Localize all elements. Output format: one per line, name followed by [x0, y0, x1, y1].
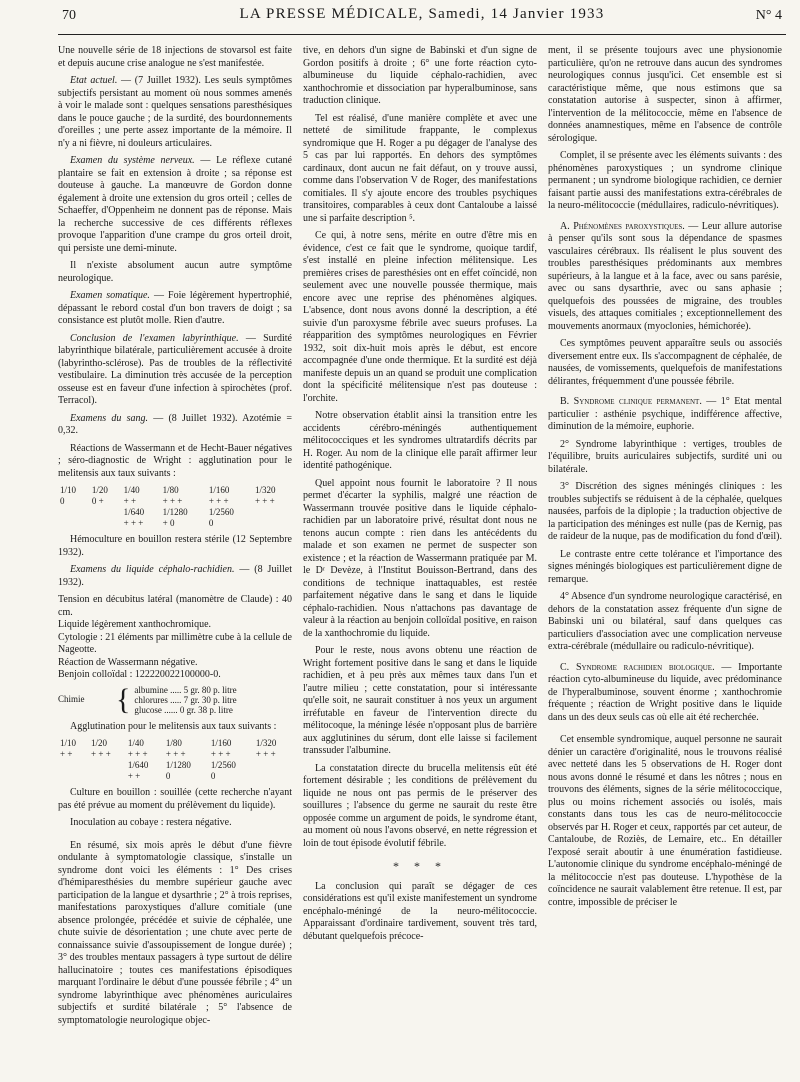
paragraph: Le contraste entre cette tolérance et l'importance des signes méningés biologiques est particulièrement digne de remarque.: [548, 548, 782, 585]
article-columns: [58, 45, 786, 1032]
chemistry-label: Chimie: [58, 694, 85, 705]
text: — Leur allure autorise à penser qu'ils sont sous la dépendance de spasmes vasculaires cérébraux. Ils réalisent le plus souvent des troubles paresthésiques prédominants aux membres supérieurs, à la langue et à la face, avec ou sans parésie, avec ou sans dysarthrie, avec ou sans aphasie ; quelquefois des poussées de migraine, des troubles visuels, des attaques comitiales ; exceptionnellement des mouvements anormaux (myoclonies, hémichorée).: [548, 220, 782, 332]
label: Examen somatique.: [70, 290, 150, 301]
paragraph: Culture en bouillon : souillée (cette recherche n'ayant pas été prévue au moment du prélèvement du liquide).: [58, 787, 292, 811]
paragraph: 2° Syndrome labyrinthique : vertiges, troubles de l'équilibre, bruits auriculaires subjectifs, surdité uni ou bilatérale.: [548, 438, 782, 475]
chemistry-row: albumine ..... 5 gr. 80 p. litre: [134, 684, 237, 695]
column-3: [548, 45, 782, 1032]
section-title: A. Phénomènes paroxystiques.: [560, 220, 685, 232]
text: — (8 Juillet 1932). Azotémie = 0,32.: [58, 412, 292, 436]
label: Examens du sang.: [70, 412, 148, 424]
paragraph: La conclusion qui paraît se dégager de ces considérations est qu'il existe manifestement un syndrome encéphalo-méningé de la neuro-mélitococcie. Apparaissant d'ordinaire tardivement, souvent très tard, débutant quelquefois précoce-: [303, 880, 537, 942]
column-2: [303, 45, 537, 1032]
paragraph: [548, 396, 782, 434]
text: — Le réflexe cutané plantaire se fait en extension à droite ; sa réponse est douteuse à gauche. La manœuvre de Gordon donne également à droite une extension du gros orteil ; celles de Schaeffer, d'Oppenheim ne donnent pas de réponse. Mais la recherche successive de ces différents réflexes provoque l'apparition d'une crampe du gros orteil droit, qui persiste une demi-minute.: [58, 155, 292, 254]
paragraph: Cet ensemble syndromique, auquel personne ne saurait dénier un caractère d'originalité, nous le trouvons réalisé avec netteté dans les 5 observations de H. Roger dont nous avons donné le résumé et dans les nôtres ; nous en trouvons des éléments, signes de la série mélitococcique, plus ou moins richement associés ou isolés, mais constants dans tous les cas de neuro-mélitococcie observés par H. Roger et ceux, rapportés par cet auteur, de Cantaloube, de Roziès, de Lemaire, etc.. En détailler l'exposé serait aboutir à une énumération fastidieuse. L'autonomie clinique du syndrome encéphalo-méningé de la mélitococcie n'est pas douteuse. L'hypothèse de la coïncidence ne saurait valablement être retenue. Il est, par contre, impossible de préciser le: [548, 734, 782, 908]
paragraph: Tel est réalisé, d'une manière complète et avec une netteté de similitude frappante, le complexus syndromique que H. Roger a pu dégager de l'analyse des 5 cas par lui rapportés. En dehors des symptômes cardinaux, dont aucun ne fait défaut, on y trouve aussi, comme dans l'observation V de Roger, des manifestations comitiales. Il s'y ajoute encore des troubles psychiques transitoires, comparables à ceux dont Cantaloube a laissé une si parfaite description ⁵.: [303, 112, 537, 224]
label: Etat actuel.: [70, 75, 118, 86]
table-row: 1/640 1/1280 1/2560: [127, 760, 236, 770]
section-title: C. Syndrome rachidien biologique.: [560, 661, 715, 673]
lcr-line: Benjoin colloïdal : 122220022100000-0.: [58, 669, 221, 680]
paragraph: [548, 221, 782, 334]
paragraph: Pour le reste, nous avons obtenu une réaction de Wright fortement positive dans le sang et dans le liquide rachidien, et à peu près aux mêmes taux dans l'un et l'autre milieu ; cette constatation, pour si intéressante qu'elle soit, ne saurait constituer à nos yeux un argument irréfutable en faveur de l'intervention directe du mélitocoque, la méninge lésée n'opposant plus de barrière aux agglutinines du sérum, dont elle laisse si facilement transsuder l'albumine.: [303, 645, 537, 756]
agglutination-table-blood: [58, 485, 292, 529]
paragraph: Inoculation au cobaye : restera négative.: [70, 817, 232, 828]
paragraph: [58, 413, 292, 438]
page-number: 70: [62, 8, 76, 23]
paragraph: Ce qui, à notre sens, mérite en outre d'être mis en évidence, c'est ce fait que le syndrome, quoique tardif, s'est installé en pleine infection mélitensique. Les premières crises de paresthésies ont en effet coïncidé, non seulement avec une nouvelle poussée thermique, mais encore avec une reprise des phénomènes algiques. L'absence, dont nous avons donné la description, a été suivie d'un paroxysme fébrile avec sueurs profuses. La réapparition des symptômes neurologiques en Février 1932, soit dix-huit mois après le début, est encore accompagnée d'une onde thermique. Et la surdité est déjà manifeste depuis un an quand se produit une complication dont la spécificité mélitensique n'est pas douteuse : l'orchite.: [303, 230, 537, 404]
label: Conclusion de l'examen labyrinthique.: [70, 332, 239, 344]
section-separator: * * *: [393, 859, 447, 873]
paragraph: ment, il se présente toujours avec une physionomie particulière, qu'on ne retrouve dans aucun des syndromes neurologiques connus jusqu'ici. Cet ensemble est si caractéristique même, que nous estimons que sa constatation autorise à suspecter, sinon à affirmer, l'intervention de la mélitococcie, même en l'absence de données anamnestiques, même en l'absence de contrôle sérologique.: [548, 45, 782, 144]
page-header: [58, 0, 786, 35]
paragraph: 3° Discrétion des signes méningés cliniques : les troubles subjectifs se réduisent à de la céphalée, quelques nausées, parfois de la diplopie ; la traduction objective de la participation des méninges est nulle (pas de Kernig, pas de raideur de la nuque, pas de modification du fond d'œil).: [548, 481, 782, 542]
paragraph: En résumé, six mois après le début d'une fièvre ondulante à symptomatologie classique, s'installe un syndrome dont voici les éléments : 1° Des crises d'hémiparesthésies du membre supérieur gauche avec participation de la langue et dysarthrie ; 2° à trois reprises, manifestations paroxystiques d'allure comitiale (une absence prolongée, précédée et suivie de céphalée, une chute suivie de désorientation ; une chute avec perte de connaissance suivie d'assoupissement de longue durée) ; 3° des troubles mentaux passagers à type surtout de délire hallucinatoire ; toutes ces manifestations épisodiques marquant l'ordinaire le début d'une poussée fébrile ; 4° un syndrome labyrinthique avec phénomènes auriculaires subjectifs et surdité bilatérale ; 5° l'absence de symptomatologie neurologique objec-: [58, 839, 292, 1026]
paragraph: [58, 155, 292, 255]
text: — 1° Etat mental particulier : asthénie psychique, indifférence affective, diminution de la mémoire, euphorie.: [548, 396, 782, 432]
paragraph: La constatation directe du brucella melitensis eût été fortement désirable ; les conditions de prélèvement du liquide ne nous ont pas permis de le préserver des souillures ; l'absence du germe ne saurait du reste être opposée comme un argument de poids, le syndrome étant, au moment où nous l'avons observé, en nette régression et loin de tout épisode évolutif fébrile.: [303, 762, 537, 849]
table-row: + + + + + + + + + + + + + + + + +: [60, 749, 276, 759]
chemistry-row: chlorures ..... 7 gr. 30 p. litre: [134, 694, 237, 705]
paragraph: [58, 290, 292, 328]
table-row: + + 0 0: [127, 771, 216, 781]
text: — Importante réaction cyto-albumineuse du liquide, avec prédominance de l'hyperalbuminose, souvent énorme ; xanthochromie fréquente ; réaction de Wright positive dans le liquide dans un des deux seuls cas où elle ait été recherchée.: [548, 661, 783, 723]
table-row: 1/10 1/20 1/40 1/80 1/160 1/320: [60, 738, 277, 748]
lcr-line: Réaction de Wassermann négative.: [58, 656, 198, 668]
paragraph: [58, 75, 292, 150]
text: — (7 Juillet 1932). Les seuls symptômes subjectifs persistant au moment où nous sommes amenés à voir le malade sont : quelques sensations paresthésiques dans le pouce gauche ; de la surdité, des bourdonnements d'oreilles ; une perte assez importante de la mémoire. Il n'y a ni fièvre, ni douleurs articulaires.: [58, 75, 292, 149]
issue-number: N° 4: [755, 8, 782, 23]
paragraph: Une nouvelle série de 18 injections de stovarsol est faite et depuis aucune crise analogue ne s'est manifestée.: [58, 45, 292, 69]
table-row: 1/640 1/1280 1/2560: [123, 507, 234, 517]
journal-title: LA PRESSE MÉDICALE, Samedi, 14 Janvier 1933: [239, 6, 605, 22]
paragraph: Réactions de Wassermann et de Hecht-Bauer négatives ; séro-diagnostic de Wright : agglutination pour le melitensis aux taux suivants :: [58, 442, 292, 479]
paragraph: [58, 564, 292, 589]
section-title: B. Syndrome clinique permanent.: [560, 396, 702, 407]
agglutination-table-csf: [58, 738, 292, 782]
paragraph: Il n'existe absolument aucun autre symptôme neurologique.: [58, 260, 292, 284]
column-1: [58, 45, 292, 1032]
chemistry-row: glucose ...... 0 gr. 38 p. litre: [134, 704, 233, 715]
label: Examens du liquide céphalo-rachidien.: [70, 564, 235, 575]
text: — Foie légèrement hypertrophié, dépassant le rebord costal d'un bon travers de doigt ; sa consistance est plutôt molle. Rien d'autre.: [58, 290, 292, 326]
paragraph: Quel appoint nous fournit le laboratoire ? Il nous permet d'écarter la syphilis, malgré une réaction de Wassermann trouvée positive dans le liquide céphalo-rachidien par un laboratoire privé, résultat dont nous ne tenons aucun compte : rien dans les antécédents du malade et son examen ne permet de suspecter son existence ; et la réaction de Wassermann pratiquée par M. le Dʳ Devèze, à l'Institut Bouisson-Bertrand, dans des conditions de technique inattaquables, est restée parfaitement négative dans le sang et dans le liquide céphalo-rachidien. Nous n'attachons pas davantage de valeur à la réaction au benjoin colloïdal positive, en raison de la xanthochromie du liquide.: [303, 477, 537, 639]
paragraph: Ces symptômes peuvent apparaître seuls ou associés diversement entre eux. Ils s'accompagnent de céphalée, de nausées, de vomissements, quelquefois de manifestations délirantes, fréquemment d'une poussée fébrile.: [548, 338, 782, 387]
table-row: 1/10 1/20 1/40 1/80 1/160 1/320: [60, 485, 276, 495]
paragraph: [548, 662, 782, 725]
text: — (8 Juillet 1932).: [58, 564, 292, 588]
label: Examen du système nerveux.: [70, 155, 195, 166]
paragraph: Complet, il se présente avec les éléments suivants : des phénomènes paroxystiques ; un syndrome clinique permanent ; un syndrome biologique rachidien, ce dernier faisant partie aussi des manifestations extra-cérébrales de la neuro-mélitococcie (médullaires, radiculo-névritiques).: [548, 150, 782, 211]
brace-glyph: {: [116, 682, 131, 716]
lcr-line: Tension en décubitus latéral (manomètre de Claude) : 40 cm.: [58, 594, 292, 618]
text: — Surdité labyrinthique bilatérale, particulièrement accusée à droite (labyrintho-sclérose). Pas de troubles de la réflectivité vestibulaire. La diminution très accusée de la perception osseuse est en faveur d'une infection à spirochètes (prof. Terracol).: [58, 332, 292, 406]
table-row: 0 0 + + + + + + + + + + + +: [60, 496, 275, 506]
paragraph: 4° Absence d'un syndrome neurologique caractérisé, en dehors de la constatation assez fréquente d'un signe de Babinski uni ou bilatéral, sauf dans quelques cas particuliers d'association avec une complication nerveuse extra-cérébrale (médullaire ou radiculo-névritique).: [548, 591, 782, 652]
paragraph: [58, 333, 292, 408]
paragraph: tive, en dehors d'un signe de Babinski et d'un signe de Gordon positifs à droite ; 6° une forte réaction cyto-albumineuse du liquide céphalo-rachidien, avec xanthochromie et dissociation par hyperalbuminose, sans traduction clinique.: [303, 45, 537, 106]
paragraph: Hémoculture en bouillon restera stérile (12 Septembre 1932).: [58, 534, 292, 558]
lcr-line: Liquide légèrement xanthochromique.: [58, 619, 212, 630]
paragraph: Agglutination pour le melitensis aux taux suivants :: [70, 720, 277, 732]
lcr-line: Cytologie : 21 éléments par millimètre cube à la cellule de Nageotte.: [58, 631, 292, 655]
paragraph: Notre observation établit ainsi la transition entre les accidents cérébro-méningés authentiquement mélitococciques et les syndromes ultratardifs décrits par H. Roger. Au nom de la clinique elle paraît affirmer leur identité pathogénique.: [303, 410, 537, 471]
chemistry-block: [58, 682, 292, 716]
table-row: + + + + 0 0: [123, 518, 214, 528]
